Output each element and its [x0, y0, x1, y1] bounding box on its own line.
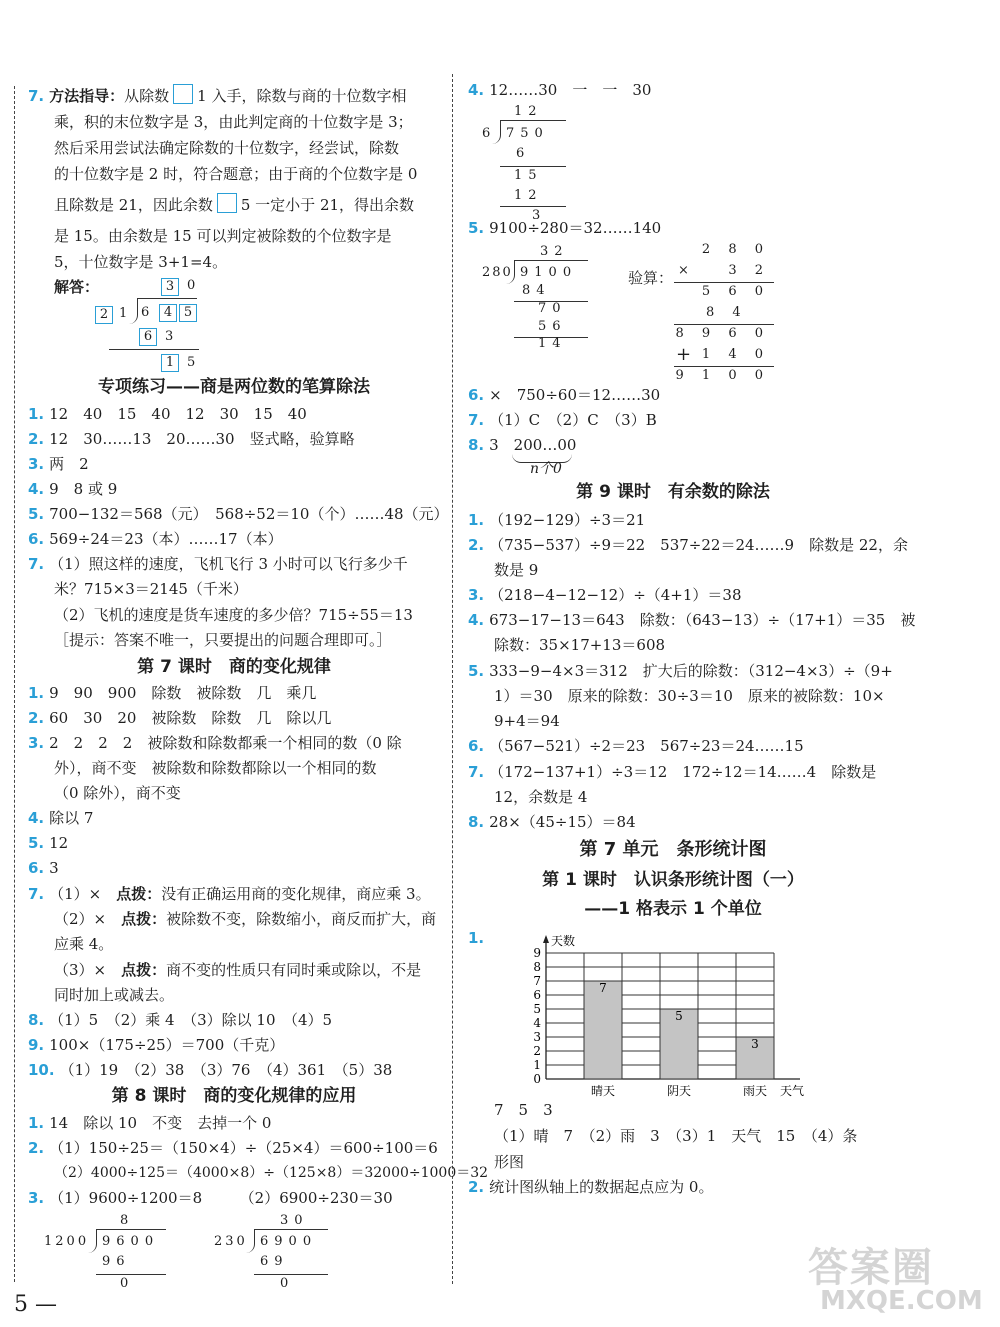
answer-line: 7. （1）C （2）C （3）B [468, 411, 657, 429]
answer-line: （1）晴 7 （2）雨 3 （3）1 天气 15 （4）条 [494, 1127, 858, 1145]
factor: 2 8 0 [701, 242, 770, 257]
answer-line: 10. （1）19 （2）38 （3）76 （4）361 （5）38 [28, 1061, 393, 1079]
answer-line: 外），商不变 被除数和除数都除以一个相同的数 [54, 759, 377, 777]
y-tick-label: 5 [533, 1002, 541, 1016]
answer-line: 1. 14 除以 10 不变 去掉一个 0 [28, 1114, 272, 1132]
digit-box: 1 [161, 354, 179, 372]
division-bracket [246, 1229, 255, 1253]
y-tick-label: 3 [533, 1030, 541, 1044]
digit: 0 [187, 278, 196, 293]
answer-line: 6. × 750÷60＝12……30 [468, 386, 661, 404]
quotient: 30 [280, 1213, 309, 1228]
product: 12 [514, 188, 543, 203]
answer-line: 8. 3 200…00 [468, 436, 577, 454]
q7-division [93, 276, 203, 376]
q7-answer-label: 解答： [54, 278, 100, 296]
lesson-subtitle: ——1 格表示 1 个单位 [584, 899, 762, 919]
blank-box [217, 193, 237, 213]
watermark-url: MXQE.COM [820, 1286, 983, 1316]
division-bracket [129, 298, 138, 324]
times-sign: × [678, 263, 689, 278]
data-label: 5 [675, 1009, 683, 1023]
partial-product: 8 4 [706, 305, 748, 320]
product: 69 [260, 1254, 289, 1269]
digit: 3 [165, 329, 174, 344]
y-tick-label: 8 [533, 960, 541, 974]
partial: 70 [538, 301, 567, 316]
division-bar [500, 120, 566, 121]
q7-line2: 乘，积的末位数字是 3，由此判定商的十位数字是 3； [54, 113, 413, 131]
answer-line: 4. 12……30 一 一 30 [468, 81, 652, 99]
subtraction-line [109, 349, 199, 350]
section-title-lesson9: 第 9 课时 有余数的除法 [576, 482, 770, 502]
answer-line: 2. （1）150÷25＝（150×4）÷（25×4）＝600÷100＝6 [28, 1139, 438, 1157]
answer-line: （3）× 点拨：商不变的性质只有同时乘或除以，不是 [54, 961, 422, 979]
answer-line: 7. （1）× 点拨：没有正确运用商的变化规律，商应乘 3。 [28, 885, 431, 903]
y-tick-label: 4 [533, 1016, 541, 1030]
answer-line: 7. （172−137+1）÷3＝12 172÷12＝14……4 除数是 [468, 763, 877, 781]
answer-line: 4. 除以 7 [28, 809, 94, 827]
answer-line: 7 5 3 [494, 1101, 553, 1119]
answer-line: 同时加上或减去。 [54, 986, 175, 1004]
long-division-5 [482, 240, 602, 350]
dividend: 6900 [260, 1234, 318, 1249]
division-bracket [88, 1229, 97, 1253]
q7-line7: 5，十位数字是 3+1=4。 [54, 253, 228, 271]
check-label: 验算： [628, 269, 674, 287]
watermark-logo: 答案圈 [808, 1245, 934, 1291]
digit-box: 6 [139, 328, 157, 346]
remainder: 3 [532, 208, 541, 223]
digit-box: 4 [159, 304, 177, 322]
answer-line: 4. 673−17−13＝643 除数：（643−13）÷（17+1）＝35 被 [468, 611, 916, 629]
question-number: 1. [468, 929, 485, 947]
divisor: 230 [214, 1234, 248, 1249]
dividend: 9600 [102, 1234, 160, 1249]
q7-line5: 且除数是 21，因此余数 5 一定小于 21，得出余数 [54, 193, 414, 217]
answer-line: 8. （1）5 （2）乘 4 （3）除以 10 （4）5 [28, 1011, 333, 1029]
product: 96 [102, 1254, 131, 1269]
long-division-b [214, 1211, 364, 1291]
x-tick-label: 晴天 [590, 1084, 616, 1098]
bar [584, 981, 622, 1079]
quotient: 32 [540, 244, 569, 259]
column-divider [452, 74, 453, 1284]
page-number: 5 — [14, 1292, 57, 1317]
digit-box: 2 [95, 306, 113, 324]
answer-line: 5. 12 [28, 834, 69, 852]
product: 84 [522, 283, 551, 298]
x-axis-label: 天气 [780, 1084, 805, 1098]
answer-line: 9. 100×（175÷25）＝700（千克） [28, 1036, 285, 1054]
y-tick-label: 1 [533, 1058, 541, 1072]
answer-line: 5. 700−132＝568（元） 568÷52＝10（个）……48（元） [28, 505, 449, 523]
divisor: 6 [482, 126, 491, 141]
subtraction-line [500, 166, 566, 167]
remainder: 14 [538, 336, 567, 351]
divisor: 1200 [44, 1234, 90, 1249]
answer-line: 应乘 4。 [54, 935, 114, 953]
factor: 3 2 [728, 263, 770, 278]
data-label: 3 [751, 1037, 759, 1051]
check-calculation [674, 240, 774, 388]
bar-chart [518, 924, 818, 1099]
answer-line: 6. 569÷24＝23（本）……17（本） [28, 530, 283, 548]
answer-line: 4. 9 8 或 9 [28, 480, 118, 498]
unit-title: 第 7 单元 条形统计图 [579, 839, 767, 860]
answer-line: （2）4000÷125＝（4000×8）÷（125×8）＝32000÷1000＝32 [54, 1165, 489, 1181]
remainder: 0 [120, 1276, 129, 1291]
subtraction-line [254, 1274, 328, 1275]
answer-line: 1. 12 40 15 40 12 30 15 40 [28, 405, 307, 423]
digit: 6 [141, 305, 150, 320]
answer-line: 5. 9100÷280＝32……140 [468, 219, 662, 237]
division-bracket [492, 120, 501, 144]
answer-line: 2. 12 30……13 20……30 竖式略，验算略 [28, 430, 355, 448]
digit: 5 [187, 355, 196, 370]
brace-label: n个0 [530, 461, 562, 477]
calc-line [674, 282, 774, 283]
answer-line: 2. （735−537）÷9＝22 537÷22＝24……9 除数是 22，余 [468, 536, 908, 554]
remainder: 0 [280, 1276, 289, 1291]
blank-box [173, 84, 193, 104]
product: 56 [538, 319, 567, 334]
dividend: 750 [506, 126, 549, 141]
dividend: 9100 [520, 265, 578, 280]
answer-line: 5. 333−9−4×3＝312 扩大后的除数：（312−4×3）÷（9+ [468, 662, 893, 680]
answer-line: 1. （192−129）÷3＝21 [468, 511, 646, 529]
section-title-lesson7: 第 7 课时 商的变化规律 [137, 657, 331, 677]
answer-line: 除数：35×17+13＝608 [494, 636, 666, 654]
section-title-lesson8: 第 8 课时 商的变化规律的应用 [111, 1086, 357, 1106]
answer-line: 6. 3 [28, 859, 59, 877]
x-tick-label: 雨天 [742, 1084, 768, 1098]
answer-line: 2. 60 30 20 被除数 除数 几 除以几 [28, 709, 332, 727]
y-tick-label: 9 [533, 946, 541, 960]
answer-line: 8. 28×（45÷15）＝84 [468, 813, 636, 831]
section-title-practice: 专项练习——商是两位数的笔算除法 [98, 377, 370, 397]
answer-line: 形图 [494, 1153, 525, 1171]
q7-line3: 然后采用尝试法确定除数的十位数字，经尝试，除数 [54, 139, 400, 157]
answer-line: （2）飞机的速度是货车速度的多少倍？715÷55＝13 [54, 606, 413, 624]
partial-product: 5 6 0 [701, 284, 770, 299]
divisor: 280 [482, 265, 513, 280]
plus-sign: + [676, 344, 692, 365]
quotient: 8 [120, 1213, 129, 1228]
answer-line: 2. 统计图纵轴上的数据起点应为 0。 [468, 1178, 714, 1196]
partial: 15 [514, 168, 543, 183]
lesson-title: 第 1 课时 认识条形统计图（一） [542, 870, 804, 890]
product: 8 9 6 0 [675, 326, 770, 341]
answer-line: 数是 9 [494, 561, 539, 579]
answer-line: （2）× 点拨：被除数不变，除数缩小，商反而扩大，商 [54, 910, 437, 928]
q7-line6: 是 15。由余数是 15 可以判定被除数的个位数字是 [54, 227, 392, 245]
product: 6 [516, 146, 525, 161]
addend: 1 4 0 [701, 347, 770, 362]
digit-box: 3 [161, 278, 179, 296]
long-division-a [44, 1211, 194, 1291]
y-axis-label: 天数 [551, 934, 576, 948]
answer-line: 1. 9 90 900 除数 被除数 几 乘几 [28, 684, 317, 702]
y-tick-label: 7 [533, 974, 541, 988]
answer-line: 9+4＝94 [494, 712, 560, 730]
quotient: 12 [514, 104, 543, 119]
subtraction-line [500, 206, 566, 207]
answer-line: （0 除外），商不变 [54, 784, 181, 802]
division-bar [514, 260, 588, 261]
calc-line [674, 324, 774, 325]
answer-line: 12，余数是 4 [494, 788, 588, 806]
answer-line: 3. （1）9600÷1200＝8 （2）6900÷230＝30 [28, 1189, 393, 1207]
division-bracket [506, 260, 515, 284]
left-margin-dash [14, 86, 15, 1282]
division-bar [254, 1229, 328, 1230]
x-tick-label: 阴天 [666, 1084, 692, 1098]
answer-line: 3. 2 2 2 2 被除数和除数都乘一个相同的数（0 除 [28, 734, 402, 752]
digit: 1 [119, 306, 128, 321]
subtraction-line [96, 1274, 166, 1275]
q7-line1: 7. 方法指导：从除数 1 入手，除数与商的十位数字相 [28, 84, 407, 108]
answer-line: 3. 两 2 [28, 455, 89, 473]
answer-line: ［提示：答案不唯一，只要提出的问题合理即可。］ [54, 631, 392, 649]
answer-line: 7. （1）照这样的速度，飞机飞行 3 小时可以飞行多少千 [28, 555, 408, 573]
division-bar [137, 298, 197, 299]
answer-line: 6. （567−521）÷2＝23 567÷23＝24……15 [468, 737, 804, 755]
q7-line4: 的十位数字是 2 时，符合题意；由于商的个位数字是 0 [54, 165, 418, 183]
answer-line: 3. （218−4−12−12）÷（4+1）＝38 [468, 586, 742, 604]
division-bar [96, 1229, 166, 1230]
data-label: 7 [599, 981, 607, 995]
y-tick-label: 0 [533, 1072, 541, 1086]
answer-line: 1）＝30 原来的除数：30÷3＝10 原来的被除数：10× [494, 687, 885, 705]
answer-line: 米？715×3＝2145（千米） [54, 580, 248, 598]
y-tick-label: 6 [533, 988, 541, 1002]
digit-box: 5 [179, 304, 197, 322]
y-tick-label: 2 [533, 1044, 541, 1058]
calc-line [674, 366, 774, 367]
y-axis-arrow [543, 935, 549, 943]
long-division-4 [482, 102, 592, 223]
sum: 9 1 0 0 [675, 368, 770, 383]
